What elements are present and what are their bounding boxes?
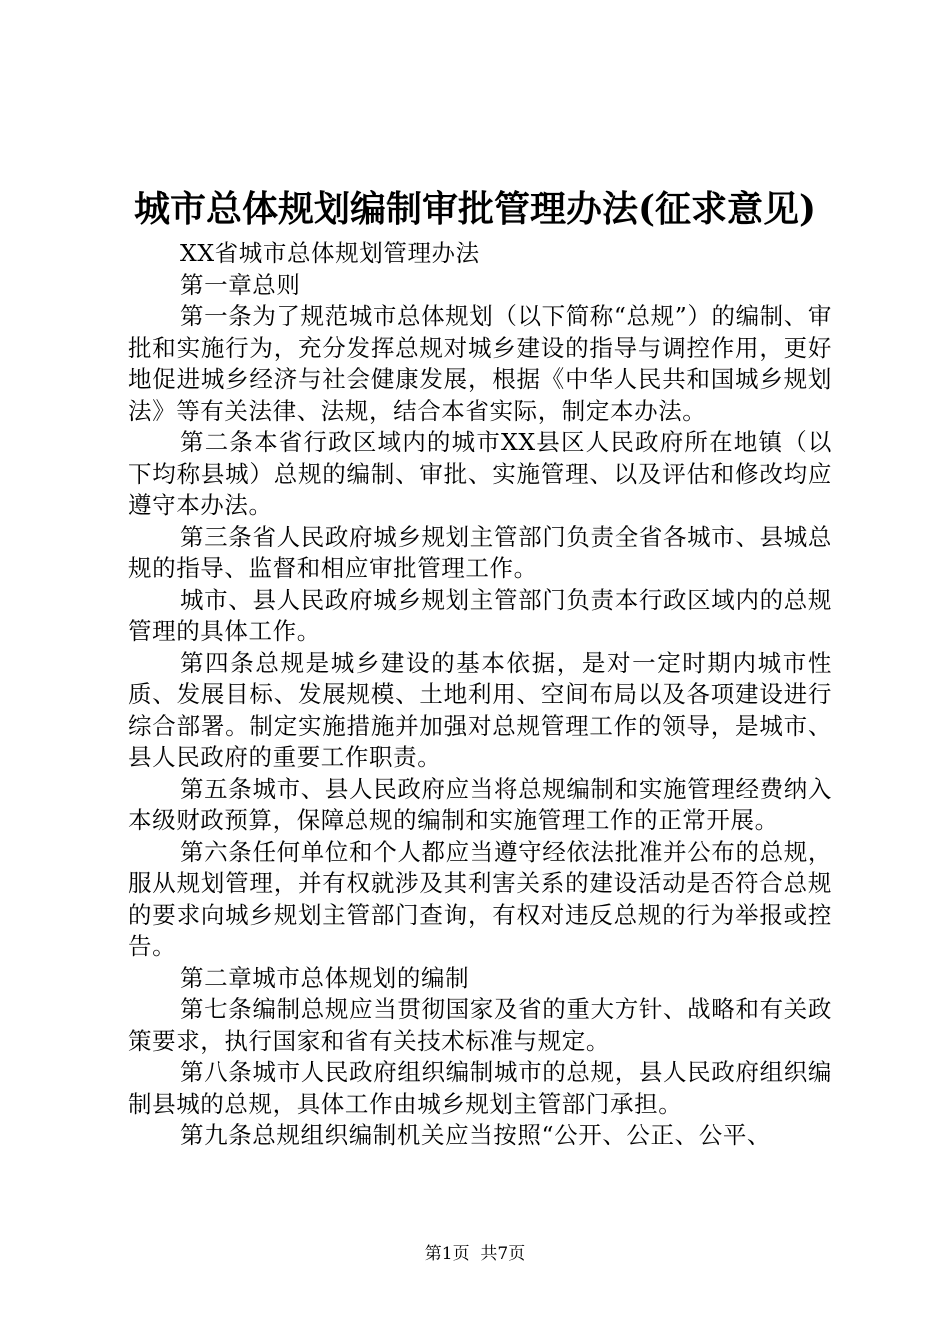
document-body (128, 238, 832, 1152)
paragraph: XX省城市总体规划管理办法 (180, 239, 480, 267)
paragraph: 城市、县人民政府城乡规划主管部门负责本行政区域内的总规管理的具体工作。 (128, 585, 832, 645)
paragraph: 第二条本省行政区域内的城市XX县区人民政府所在地镇（以下均称县城）总规的编制、审批、实施管理、以及评估和修改均应遵守本办法。 (128, 428, 832, 519)
paragraph: 第五条城市、县人民政府应当将总规编制和实施管理经费纳入本级财政预算，保障总规的编制和实施管理工作的正常开展。 (128, 774, 832, 834)
paragraph: 第三条省人民政府城乡规划主管部门负责全省各城市、县城总规的指导、监督和相应审批管理工作。 (128, 522, 832, 582)
document-title: 城市总体规划编制审批管理办法(征求意见) (133, 188, 817, 230)
paragraph: 第四条总规是城乡建设的基本依据，是对一定时期内城市性质、发展目标、发展规模、土地利用、空间布局以及各项建设进行综合部署。制定实施措施并加强对总规管理工作的领导，是城市、县人民政府的重要工作职责。 (128, 648, 832, 771)
paragraph: 第一条为了规范城市总体规划（以下简称“总规”）的编制、审批和实施行为，充分发挥总规对城乡建设的指导与调控作用，更好地促进城乡经济与社会健康发展，根据《中华人民共和国城乡规划法》等有关法律、法规，结合本省实际，制定本办法。 (128, 302, 832, 425)
paragraph: 第六条任何单位和个人都应当遵守经依法批准并公布的总规，服从规划管理，并有权就涉及其利害关系的建设活动是否符合总规的要求向城乡规划主管部门查询，有权对违反总规的行为举报或控告。 (128, 837, 832, 960)
paragraph: 第九条总规组织编制机关应当按照“公开、公正、公平、 (180, 1121, 772, 1149)
page-number-footer: 第1页 共7页 (424, 1244, 526, 1264)
paragraph: 第七条编制总规应当贯彻国家及省的重大方针、战略和有关政策要求，执行国家和省有关技术标准与规定。 (128, 995, 832, 1055)
paragraph: 第八条城市人民政府组织编制城市的总规，县人民政府组织编制县城的总规，具体工作由城乡规划主管部门承担。 (128, 1058, 832, 1118)
chapter-heading: 第一章总则 (180, 270, 301, 299)
chapter-heading: 第二章城市总体规划的编制 (180, 963, 470, 992)
